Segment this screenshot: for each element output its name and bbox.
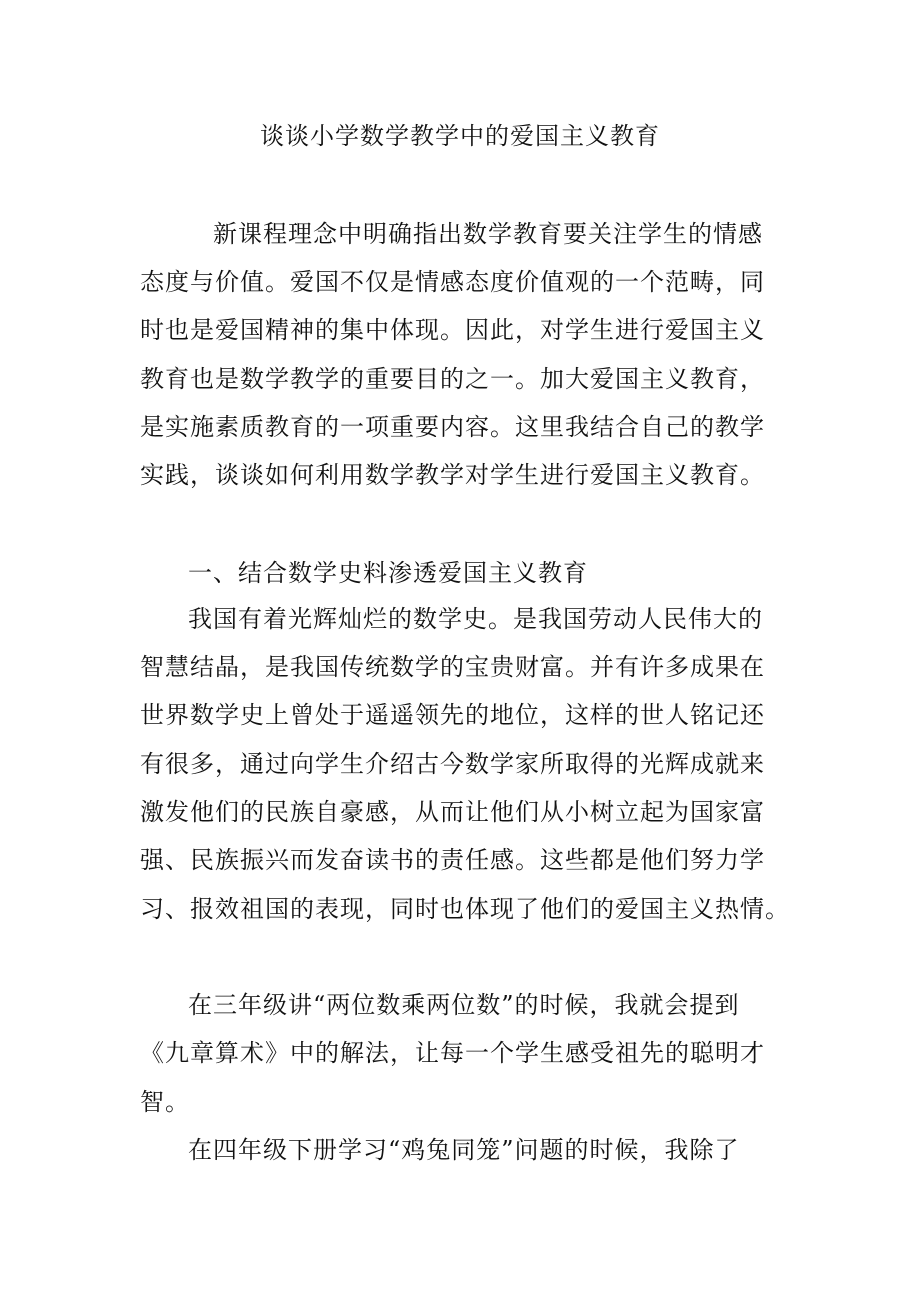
section1-line-6: 强、民族振兴而发奋读书的责任感。这些都是他们努力学 [140, 846, 765, 874]
intro-line-3: 时也是爱国精神的集中体现。因此，对学生进行爱国主义 [140, 316, 765, 344]
section1-line-7: 习、报效祖国的表现，同时也体现了他们的爱国主义热情。 [140, 895, 790, 923]
section1-line-4: 有很多，通过向学生介绍古今数学家所取得的光辉成就来 [140, 750, 765, 778]
section1-line-2: 智慧结晶，是我国传统数学的宝贵财富。并有许多成果在 [140, 653, 765, 681]
para3-line-3: 智。 [140, 1088, 190, 1116]
intro-line-4: 教育也是数学教学的重要目的之一。加大爱国主义教育， [140, 365, 765, 393]
para4-line-1: 在四年级下册学习“鸡兔同笼”问题的时候，我除了 [188, 1136, 740, 1164]
intro-line-1: 新课程理念中明确指出数学教育要关注学生的情感 [213, 220, 763, 248]
intro-line-2: 态度与价值。爱国不仅是情感态度价值观的一个范畴，同 [140, 268, 765, 296]
section1-line-3: 世界数学史上曾处于遥遥领先的地位，这样的世人铭记还 [140, 701, 765, 729]
para3-line-1: 在三年级讲“两位数乘两位数”的时候，我就会提到 [188, 991, 740, 1019]
document-title: 谈谈小学数学教学中的爱国主义教育 [260, 122, 660, 150]
section1-line-5: 激发他们的民族自豪感，从而让他们从小树立起为国家富 [140, 798, 765, 826]
intro-line-6: 实践，谈谈如何利用数学教学对学生进行爱国主义教育。 [140, 461, 765, 489]
para3-line-2: 《九章算术》中的解法，让每一个学生感受祖先的聪明才 [140, 1039, 765, 1067]
section1-line-1: 我国有着光辉灿烂的数学史。是我国劳动人民伟大的 [188, 605, 763, 633]
intro-line-5: 是实施素质教育的一项重要内容。这里我结合自己的教学 [140, 413, 765, 441]
section-heading: 一、结合数学史料渗透爱国主义教育 [188, 559, 588, 587]
